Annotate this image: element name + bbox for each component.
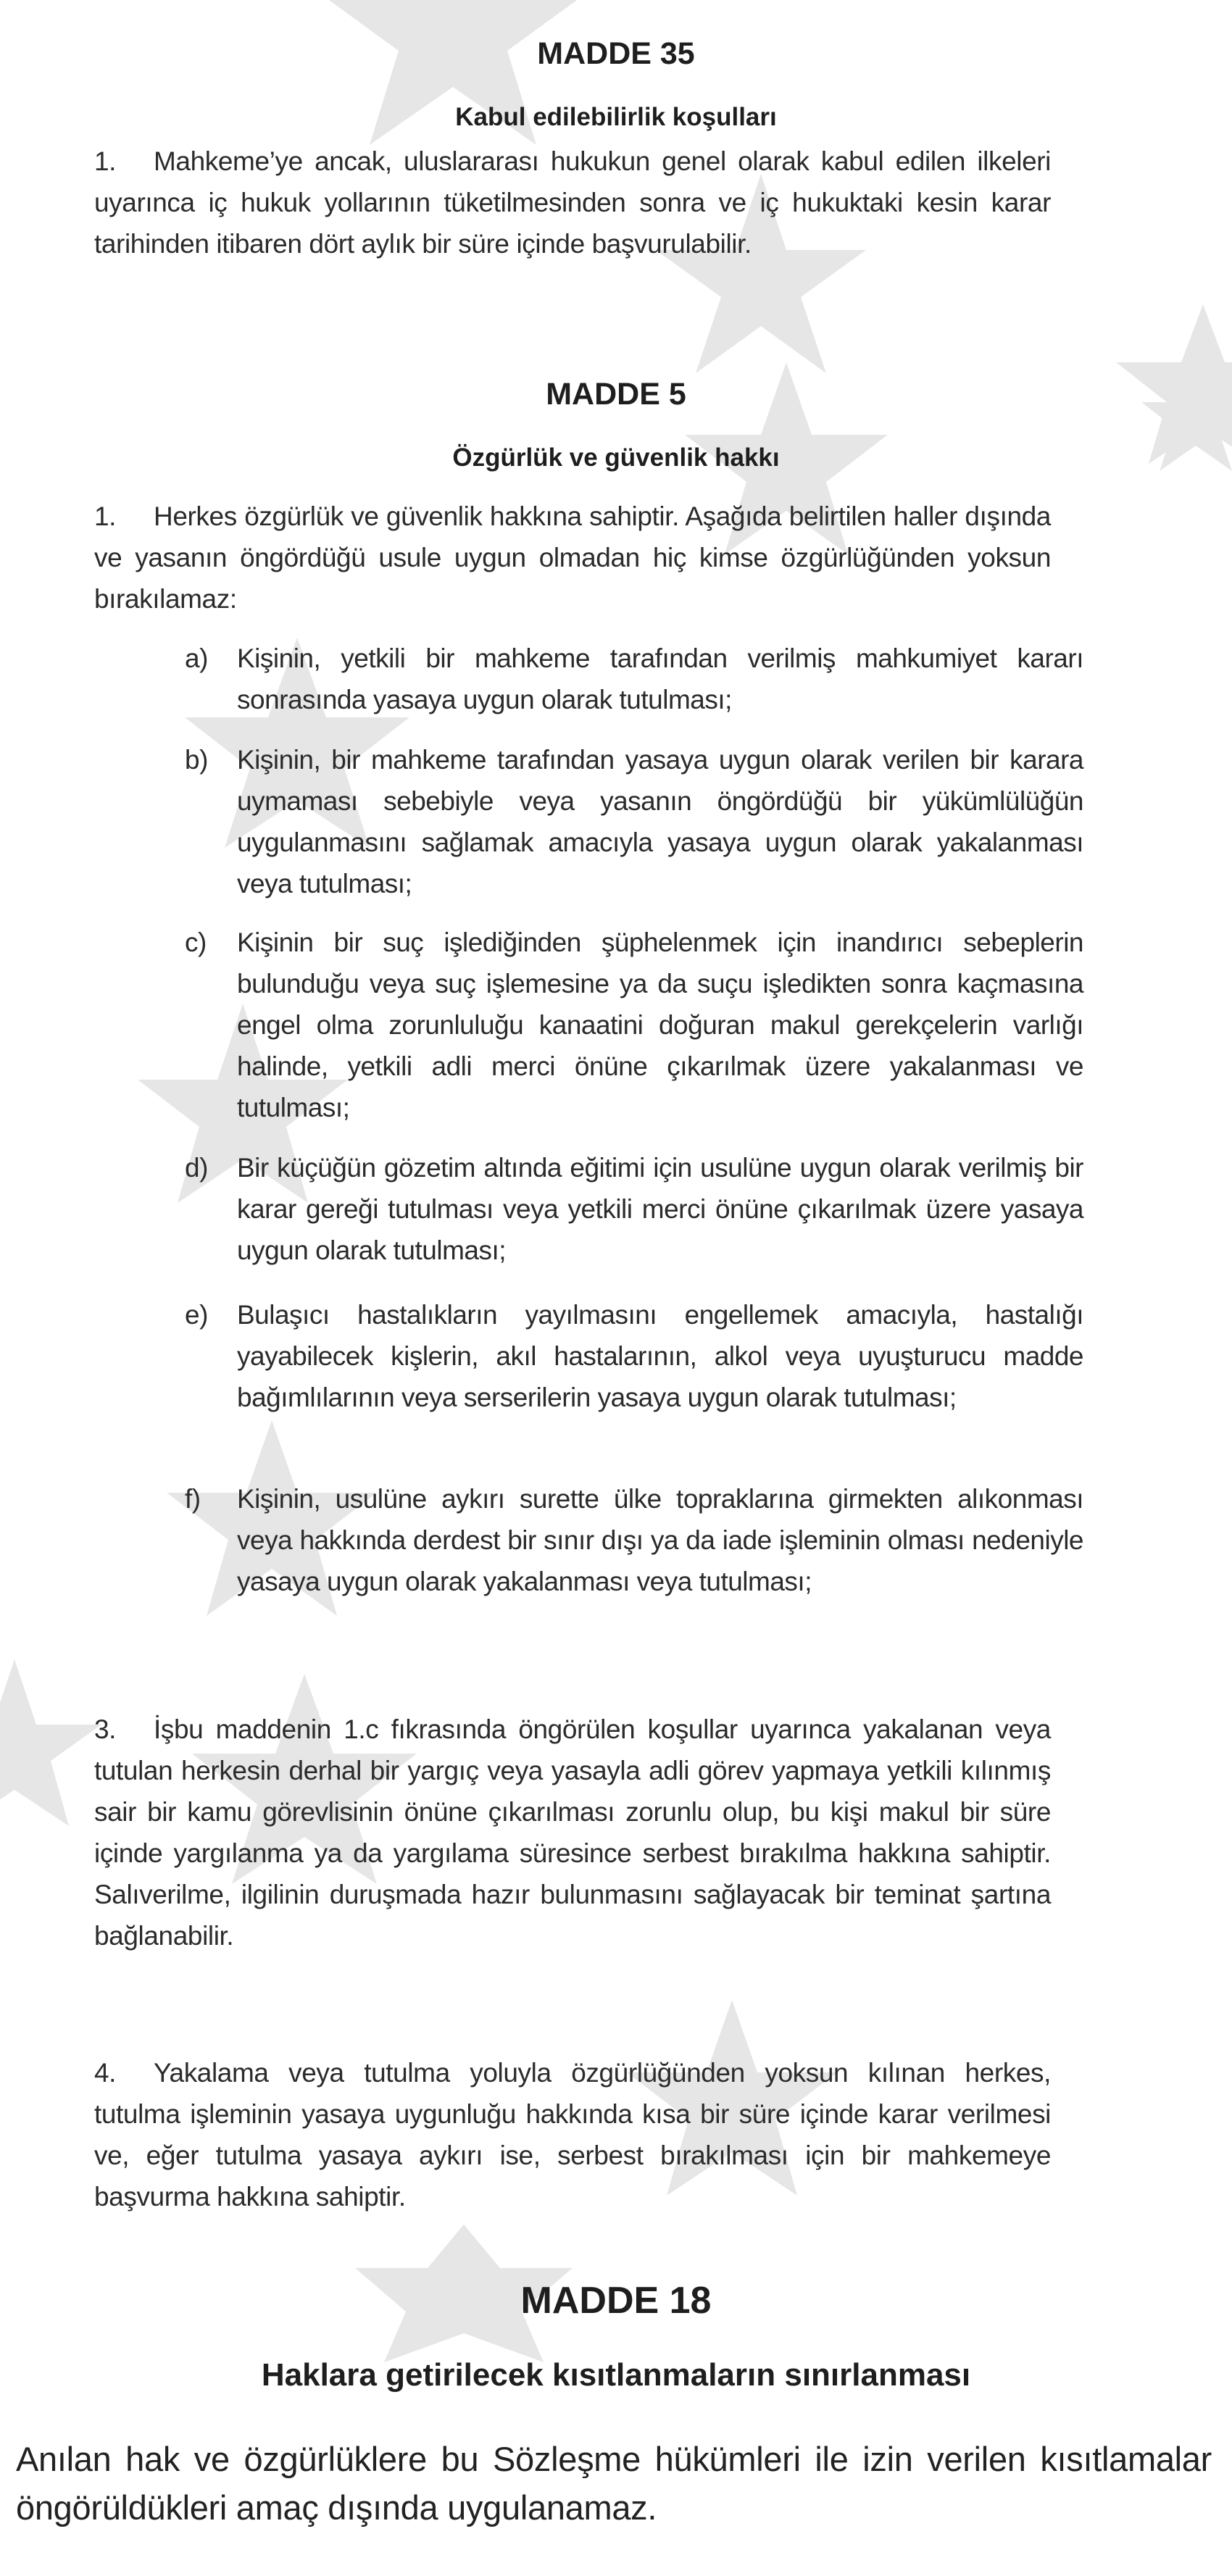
item-text: Bir küçüğün gözetim altında eğitimi için usulüne uygun olarak verilmiş bir karar gereği tutulması veya yetkili merci önüne çıkarılmak üzere yasaya uygun olarak tutulması; bbox=[237, 1153, 1083, 1265]
article-heading: MADDE 35 bbox=[537, 36, 695, 71]
paragraph-text: Herkes özgürlük ve güvenlik hakkına sahiptir. Aşağıda belirtilen haller dışında ve yasanın öngördüğü usule uygun olmadan hiç kimse özgürlüğünden yoksun bırakılamaz: bbox=[94, 501, 1051, 614]
article-subheading: Özgürlük ve güvenlik hakkı bbox=[452, 443, 780, 472]
paragraph-number: 4. bbox=[94, 2058, 117, 2088]
paragraph bbox=[94, 496, 1051, 620]
paragraph-number: 1. bbox=[94, 146, 117, 176]
item-text: Kişinin bir suç işlediğinden şüphelenmek için inandırıcı sebeplerin bulunduğu veya suç işlemesine ya da suçu işledikten sonra kaçmasına engel olma zorunluluğu kanaatini doğuran makul gerekçelerin varlığı halinde, yetkili adli merci önüne çıkarılmak üzere yakalanması ve tutulması; bbox=[237, 928, 1083, 1122]
paragraph-text: Yakalama veya tutulma yoluyla özgürlüğünden yoksun kılınan herkes, tutulma işleminin yasaya uygunluğu hakkında kısa bir süre içinde karar verilmesi ve, eğer tutulma yasaya aykırı ise, serbest bırakılması için bir mahkemeye başvurma hakkına sahiptir. bbox=[94, 2058, 1051, 2212]
article-subheading: Haklara getirilecek kısıtlanmaların sınırlanması bbox=[261, 2357, 971, 2393]
list-item bbox=[185, 638, 1083, 720]
article-heading: MADDE 18 bbox=[520, 2280, 712, 2322]
item-text: Bulaşıcı hastalıkların yayılmasını engellemek amacıyla, hastalığı yayabilecek kişlerin, akıl hastalarının, alkol veya uyuşturucu madde bağımlılarının veya serserilerin yasaya uygun olarak tutulması; bbox=[237, 1300, 1083, 1412]
item-letter: c) bbox=[185, 928, 207, 957]
article-subheading: Kabul edilebilirlik koşulları bbox=[455, 103, 777, 131]
list-item bbox=[185, 1478, 1083, 1602]
item-text: Kişinin, usulüne aykırı surette ülke topraklarına girmekten alıkonması veya hakkında derdest bir sınır dışı ya da iade işleminin olması nedeniyle yasaya uygun olarak yakalanması veya tutulması; bbox=[237, 1484, 1083, 1596]
paragraph-number: 3. bbox=[94, 1714, 117, 1744]
item-letter: f) bbox=[185, 1484, 201, 1514]
list-item bbox=[185, 922, 1083, 1128]
item-letter: e) bbox=[185, 1300, 208, 1330]
list-item bbox=[185, 739, 1083, 904]
paragraph-text: Anılan hak ve özgürlüklere bu Sözleşme hükümleri ile izin verilen kısıtlamalar öngörüldükleri amaç dışında uygulanamaz. bbox=[16, 2440, 1212, 2527]
item-letter: d) bbox=[185, 1153, 208, 1183]
list-item bbox=[185, 1294, 1083, 1418]
item-letter: b) bbox=[185, 745, 208, 775]
item-text: Kişinin, bir mahkeme tarafından yasaya uygun olarak verilen bir karara uymaması sebebiyle veya yasanın öngördüğü bir yükümlülüğün uygulanmasını sağlamak amacıyla yasaya uygun olarak yakalanması veya tutulması; bbox=[237, 745, 1083, 899]
paragraph bbox=[94, 2052, 1051, 2217]
item-text: Kişinin, yetkili bir mahkeme tarafından verilmiş mahkumiyet kararı sonrasında yasaya uygun olarak tutulması; bbox=[237, 643, 1083, 714]
paragraph-text: Mahkeme’ye ancak, uluslararası hukukun genel olarak kabul edilen ilkeleri uyarınca iç hukuk yollarının tüketilmesinden sonra ve iç hukuktaki kesin karar tarihinden itibaren dört aylık bir süre içinde başvurulabilir. bbox=[94, 146, 1051, 259]
list-item bbox=[185, 1147, 1083, 1271]
paragraph bbox=[94, 1709, 1051, 1956]
paragraph-text: İşbu maddenin 1.c fıkrasında öngörülen koşullar uyarınca yakalanan veya tutulan herkesin derhal bir yargıç veya yasayla adli görev yapmaya yetkili kılınmış sair bir kamu görevlisinin önüne çıkarılması zorunlu olup, bu kişi makul bir süre içinde yargılanma ya da yargılama süresince serbest bırakılma hakkına sahiptir. Salıverilme, ilgilinin duruşmada hazır bulunmasını sağlayacak bir teminat şartına bağlanabilir. bbox=[94, 1714, 1051, 1951]
item-letter: a) bbox=[185, 643, 208, 673]
paragraph-number: 1. bbox=[94, 501, 117, 531]
paragraph bbox=[94, 141, 1051, 264]
article-heading: MADDE 5 bbox=[546, 377, 686, 412]
